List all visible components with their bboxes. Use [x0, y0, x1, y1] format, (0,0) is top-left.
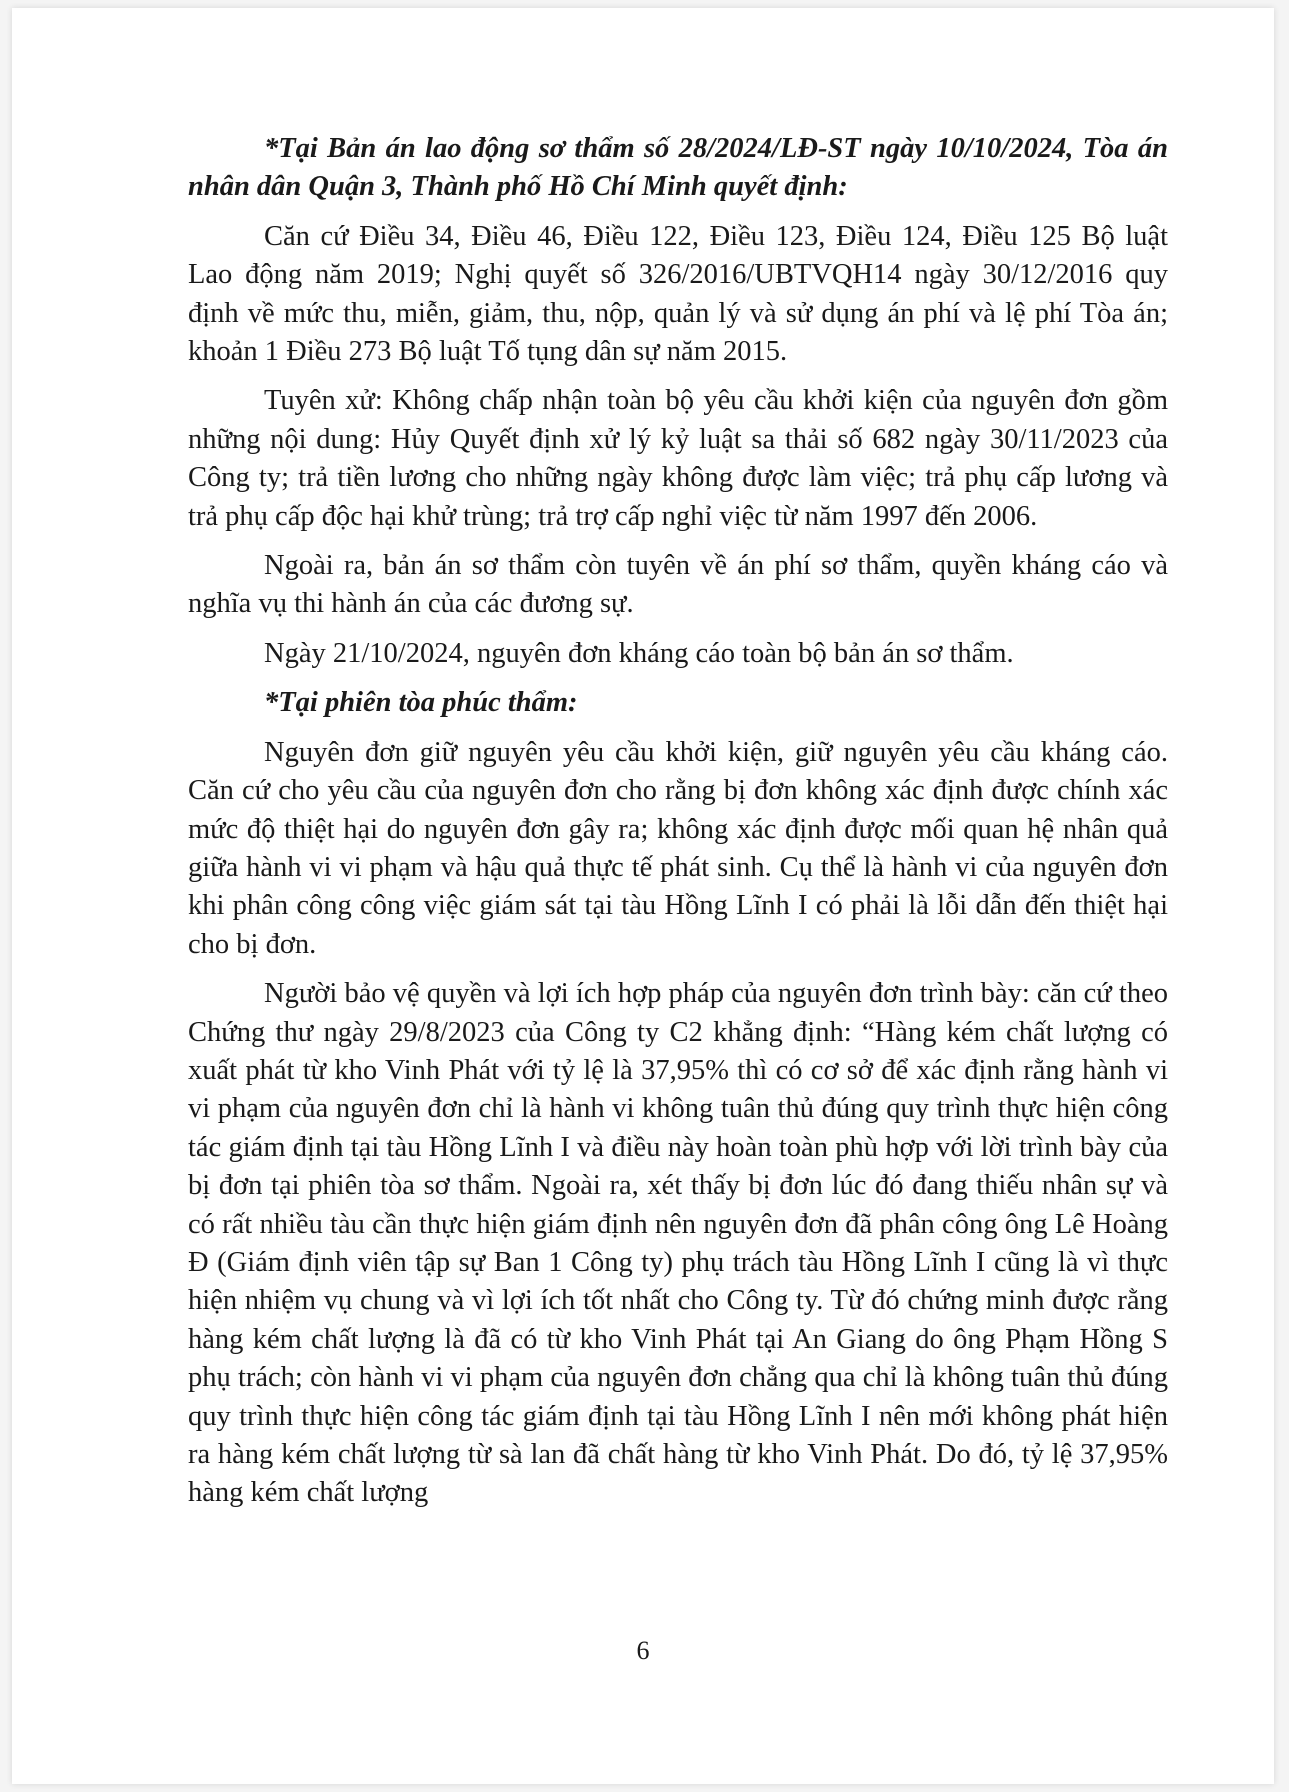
- paragraph-plaintiff-position: Nguyên đơn giữ nguyên yêu cầu khởi kiện, giữ nguyên yêu cầu kháng cáo. Căn cứ cho yêu cầu của nguyên đơn cho rằng bị đơn không xác định được chính xác mức độ thiệt hại do nguyên đơn gây ra; không xác định được mối quan hệ nhân quả giữa hành vi vi phạm và hậu quả thực tế phát sinh. Cụ thể là hành vi của nguyên đơn khi phân công công việc giám sát tại tàu Hồng Lĩnh I có phải là lỗi dẫn đến thiệt hại cho bị đơn.: [188, 736, 1168, 960]
- document-page: [12, 8, 1274, 1784]
- heading-appeal-hearing: *Tại phiên tòa phúc thẩm:: [264, 687, 578, 719]
- paragraph-additional: Ngoài ra, bản án sơ thẩm còn tuyên về án phí sơ thẩm, quyền kháng cáo và nghĩa vụ thi hành án của các đương sự.: [188, 550, 1168, 620]
- paragraph-defender-statement: Người bảo vệ quyền và lợi ích hợp pháp của nguyên đơn trình bày: căn cứ theo Chứng thư ngày 29/8/2023 của Công ty C2 khẳng định: “Hàng kém chất lượng có xuất phát từ kho Vinh Phát với tỷ lệ là 37,95% thì có cơ sở để xác định rằng hành vi vi phạm của nguyên đơn chỉ là hành vi không tuân thủ đúng quy trình thực hiện công tác giám định tại tàu Hồng Lĩnh I và điều này hoàn toàn phù hợp với lời trình bày của bị đơn tại phiên tòa sơ thẩm. Ngoài ra, xét thấy bị đơn lúc đó đang thiếu nhân sự và có rất nhiều tàu cần thực hiện giám định nên nguyên đơn đã phân công ông Lê Hoàng Đ (Giám định viên tập sự Ban 1 Công ty) phụ trách tàu Hồng Lĩnh I cũng là vì thực hiện nhiệm vụ chung và vì lợi ích tốt nhất cho Công ty. Từ đó chứng minh được rằng hàng kém chất lượng là đã có từ kho Vinh Phát tại An Giang do ông Phạm Hồng S phụ trách; còn hành vi vi phạm của nguyên đơn chẳng qua chỉ là không tuân thủ đúng quy trình thực hiện công tác giám định tại tàu Hồng Lĩnh I nên mới không phát hiện ra hàng kém chất lượng từ sà lan đã chất hàng từ kho Vinh Phát. Do đó, tỷ lệ 37,95% hàng kém chất lượng: [188, 978, 1168, 1509]
- paragraph-ruling: Tuyên xử: Không chấp nhận toàn bộ yêu cầu khởi kiện của nguyên đơn gồm những nội dung: Hủy Quyết định xử lý kỷ luật sa thải số 682 ngày 30/11/2023 của Công ty; trả tiền lương cho những ngày không được làm việc; trả phụ cấp lương và trả phụ cấp độc hại khử trùng; trả trợ cấp nghỉ việc từ năm 1997 đến 2006.: [188, 385, 1168, 532]
- paragraph-legal-basis: Căn cứ Điều 34, Điều 46, Điều 122, Điều 123, Điều 124, Điều 125 Bộ luật Lao động năm 2019; Nghị quyết số 326/2016/UBTVQH14 ngày 30/12/2016 quy định về mức thu, miễn, giảm, thu, nộp, quản lý và sử dụng án phí và lệ phí Tòa án; khoản 1 Điều 273 Bộ luật Tố tụng dân sự năm 2015.: [188, 220, 1168, 368]
- document-body: [188, 130, 1168, 1524]
- heading-first-instance-judgment: *Tại Bản án lao động sơ thẩm số 28/2024/LĐ-ST ngày 10/10/2024, Tòa án nhân dân Quận 3, Thành phố Hồ Chí Minh quyết định:: [188, 133, 1168, 203]
- paragraph-appeal-date: Ngày 21/10/2024, nguyên đơn kháng cáo toàn bộ bản án sơ thẩm.: [264, 637, 1014, 669]
- page-number: 6: [636, 1636, 650, 1665]
